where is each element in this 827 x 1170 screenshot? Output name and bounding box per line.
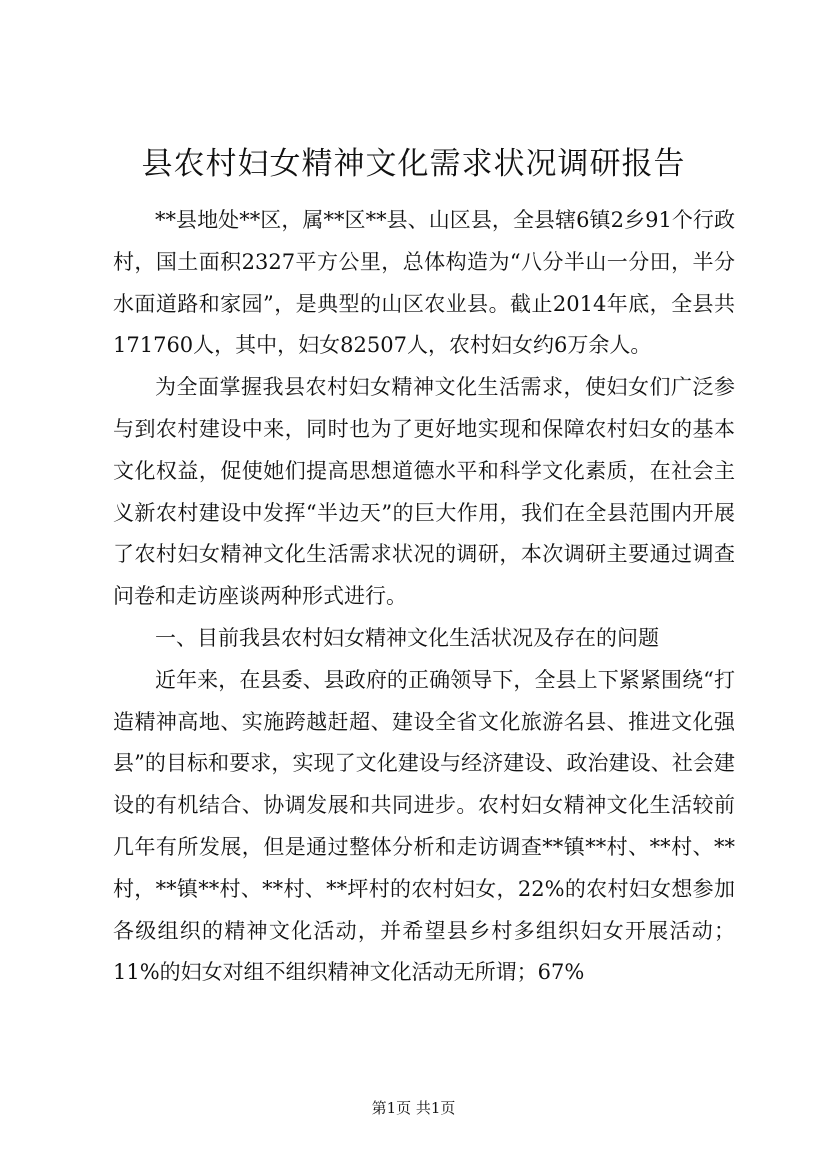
paragraph-status: 近年来，在县委、县政府的正确领导下，全县上下紧紧围绕“打造精神高地、实施跨越赶超、建设全省文化旅游名县、推进文化强县”的目标和要求，实现了文化建设与经济建设、政治建设、社会建设的有机结合、协调发展和共同进步。农村妇女精神文化生活较前几年有所发展，但是通过整体分析和走访调查**镇**村、**村、**村，**镇**村、**村、**坪村的农村妇女，22%的农村妇女想参加各级组织的精神文化活动，并希望县乡村多组织妇女开展活动；11%的妇女对组不组织精神文化活动无所谓；67% — [113, 667, 735, 985]
section-heading-status: 一、目前我县农村妇女精神文化生活状况及存在的问题 — [155, 625, 659, 650]
paragraph-purpose: 为全面掌握我县农村妇女精神文化生活需求，使妇女们广泛参与到农村建设中来，同时也为了更好地实现和保障农村妇女的基本文化权益，促使她们提高思想道德水平和科学文化素质，在社会主义新农村建设中发挥“半边天”的巨大作用，我们在全县范围内开展了农村妇女精神文化生活需求状况的调研，本次调研主要通过调查问卷和走访座谈两种形式进行。 — [113, 375, 735, 609]
paragraph-overview: **县地处**区，属**区**县、山区县，全县辖6镇2乡91个行政村，国土面积2327平方公里，总体构造为“八分半山一分田，半分水面道路和家园”，是典型的山区农业县。截止2014年底，全县共171760人，其中，妇女82507人，农村妇女约6万余人。 — [113, 208, 735, 358]
page-number-footer: 第1页 共1页 — [371, 1099, 456, 1117]
document-body — [113, 200, 735, 994]
document-title: 县农村妇女精神文化需求状况调研报告 — [141, 146, 686, 182]
